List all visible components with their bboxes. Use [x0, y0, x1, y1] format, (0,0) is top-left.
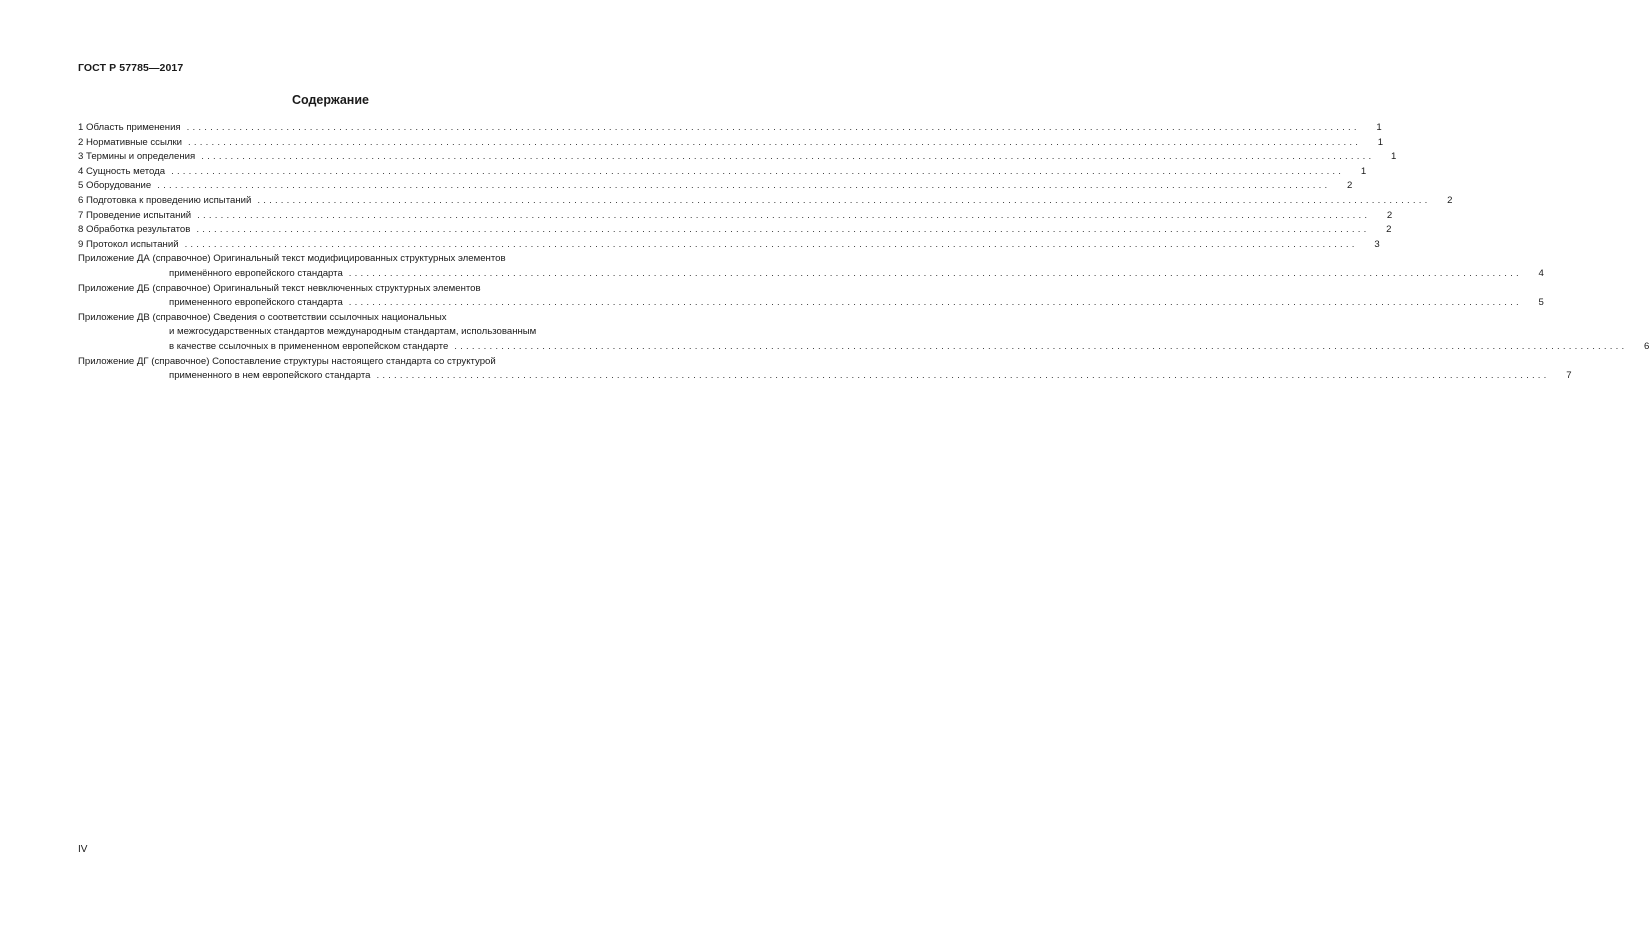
dot-leader: ........................................................................................................................................................................................................: [188, 136, 1362, 148]
toc-entry[interactable]: [78, 194, 1453, 209]
dot-leader: ........................................................................................................................................................................................................: [348, 267, 1522, 279]
toc-entry-line: и межгосударственных стандартов международным стандартам, использованным: [169, 326, 537, 338]
toc-entry-page: 2: [1386, 224, 1392, 236]
toc-entry-line: Приложение ДГ (справочное) Сопоставление структуры настоящего стандарта со структурой: [78, 355, 496, 367]
toc-entry-label: примененного в нем европейского стандарта: [169, 370, 371, 382]
dot-leader: ........................................................................................................................................................................................................: [157, 180, 1331, 192]
toc-entry-page: 2: [1386, 209, 1393, 221]
toc-appendix-entry[interactable]: [78, 311, 1649, 355]
toc-entry-page: 7: [1566, 370, 1572, 382]
toc-entry-line: Приложение ДВ (справочное) Сведения о соответствии ссылочных национальных: [78, 311, 447, 323]
toc-entry[interactable]: [78, 121, 1382, 136]
toc-entry-label: примененного европейского стандарта: [169, 297, 343, 309]
toc-entry-page: 5: [1538, 297, 1544, 309]
toc-entry-label: 3 Термины и определения: [78, 151, 196, 163]
toc-entry[interactable]: [78, 238, 1380, 253]
toc-entry[interactable]: [78, 150, 1397, 165]
toc-appendix-entry[interactable]: [78, 355, 1572, 384]
page-number: IV: [78, 844, 88, 855]
page-title: Содержание: [291, 93, 369, 107]
toc-entry-label: 8 Обработка результатов: [78, 224, 191, 236]
dot-leader: ........................................................................................................................................................................................................: [348, 297, 1522, 309]
dot-leader: ........................................................................................................................................................................................................: [257, 194, 1431, 206]
toc-entry[interactable]: [78, 179, 1353, 194]
toc-entry-page: 2: [1447, 194, 1453, 206]
toc-entry[interactable]: [78, 223, 1392, 238]
toc-entry-label: 6 Подготовка к проведению испытаний: [78, 194, 252, 206]
toc-entry-label: в качестве ссылочных в примененном европейском стандарте: [169, 340, 449, 352]
toc-appendix-entry[interactable]: [78, 282, 1544, 311]
table-of-contents: [78, 121, 1649, 384]
toc-entry-label: 2 Нормативные ссылки: [78, 136, 183, 148]
toc-appendix-entry[interactable]: [78, 252, 1544, 281]
toc-entry-page: 1: [1376, 122, 1382, 133]
toc-entry[interactable]: [78, 136, 1384, 151]
dot-leader: ........................................................................................................................................................................................................: [454, 340, 1628, 352]
dot-leader: ........................................................................................................................................................................................................: [376, 370, 1550, 382]
toc-entry-line: Приложение ДА (справочное) Оригинальный текст модифицированных структурных элементов: [78, 253, 506, 265]
document-header: ГОСТ Р 57785—2017: [78, 62, 184, 74]
dot-leader: ........................................................................................................................................................................................................: [197, 209, 1371, 221]
toc-entry[interactable]: [78, 209, 1393, 224]
toc-entry-page: 1: [1390, 151, 1397, 163]
dot-leader: ........................................................................................................................................................................................................: [171, 165, 1345, 177]
toc-entry-label: применённого европейского стандарта: [169, 267, 343, 279]
toc-entry-page: 6: [1644, 340, 1649, 352]
toc-entry-label: 5 Оборудование: [78, 180, 152, 192]
dot-leader: ........................................................................................................................................................................................................: [186, 122, 1360, 133]
toc-entry-label: 4 Сущность метода: [78, 165, 166, 177]
toc-entry-page: 4: [1538, 267, 1544, 279]
toc-entry-label: 9 Протокол испытаний: [78, 238, 179, 250]
toc-entry-label: 1 Область применения: [78, 122, 181, 133]
toc-entry-line: Приложение ДБ (справочное) Оригинальный текст невключенных структурных элементов: [78, 282, 481, 294]
dot-leader: ........................................................................................................................................................................................................: [201, 151, 1375, 163]
toc-entry-page: 1: [1377, 136, 1384, 148]
toc-entry-page: 2: [1347, 180, 1353, 192]
toc-entry-page: 1: [1360, 165, 1367, 177]
toc-entry-page: 3: [1374, 238, 1380, 250]
toc-entry[interactable]: [78, 165, 1367, 180]
dot-leader: ........................................................................................................................................................................................................: [184, 238, 1358, 250]
dot-leader: ........................................................................................................................................................................................................: [196, 224, 1370, 236]
toc-entry-label: 7 Проведение испытаний: [78, 209, 192, 221]
